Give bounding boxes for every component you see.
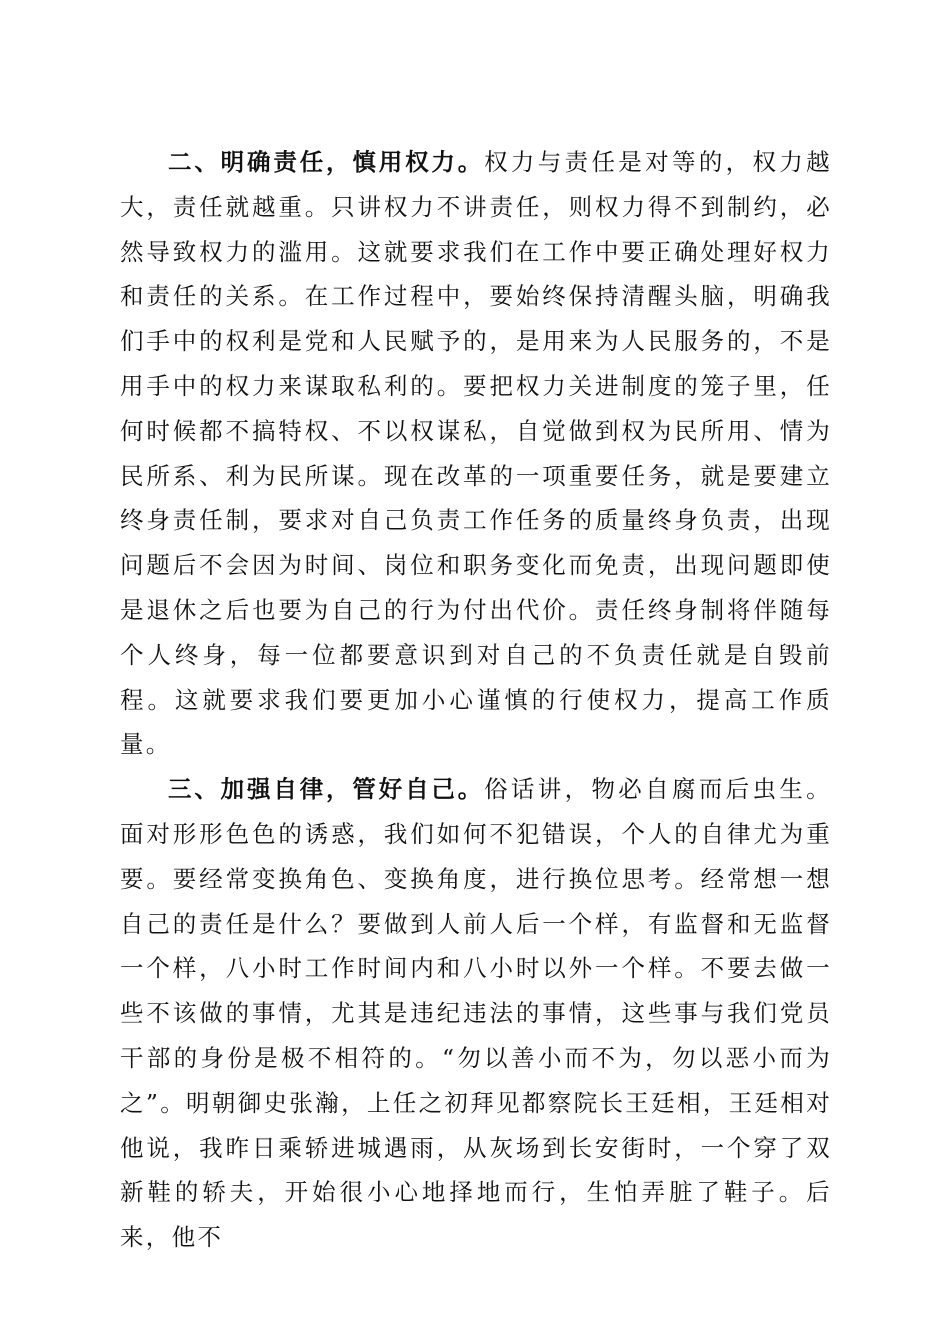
paragraph-text: 权力与责任是对等的，权力越大，责任就越重。只讲权力不讲责任，则权力得不到制约，必然导致权力的滥用。这就要求我们在工作中要正确处理好权力和责任的关系。在工作过程中，要始终保持清醒头脑，明确我们手中的权利是党和人民赋予的，是用来为人民服务的，不是用手中的权力来谋取私利的。要把权力关进制度的笼子里，任何时候都不搞特权、不以权谋私，自觉做到权为民所用、情为民所系、利为民所谋。现在改革的一项重要任务，就是要建立终身责任制，要求对自己负责工作任务的质量终身负责，出现问题后不会因为时间、岗位和职务变化而免责，出现问题即使是退休之后也要为自己的行为付出代价。责任终身制将伴随每个人终身，每一位都要意识到对自己的不负责任就是自毁前程。这就要求我们要更加小心谨慎的行使权力，提高工作质量。 [120,148,832,759]
paragraph-responsibility-power [120,140,832,767]
document-body [120,140,832,1260]
paragraph-text: 俗话讲，物必自腐而后虫生。面对形形色色的诱惑，我们如何不犯错误，个人的自律尤为重要。要经常变换角色、变换角度，进行换位思考。经常想一想自己的责任是什么？要做到人前人后一个样，有监督和无监督一个样，八小时工作时间内和八小时以外一个样。不要去做一些不该做的事情，尤其是违纪违法的事情，这些事与我们党员干部的身份是极不相符的。“勿以善小而不为，勿以恶小而为之”。明朝御史张瀚，上任之初拜见都察院长王廷相，王廷相对他说，我昨日乘轿进城遇雨，从灰场到长安街时，一个穿了双新鞋的轿夫，开始很小心地择地而行，生怕弄脏了鞋子。后来，他不 [120,775,832,1252]
paragraph-heading: 三、加强自律，管好自己。 [168,775,485,804]
paragraph-heading: 二、明确责任，慎用权力。 [168,148,485,176]
paragraph-self-discipline [120,767,832,1260]
